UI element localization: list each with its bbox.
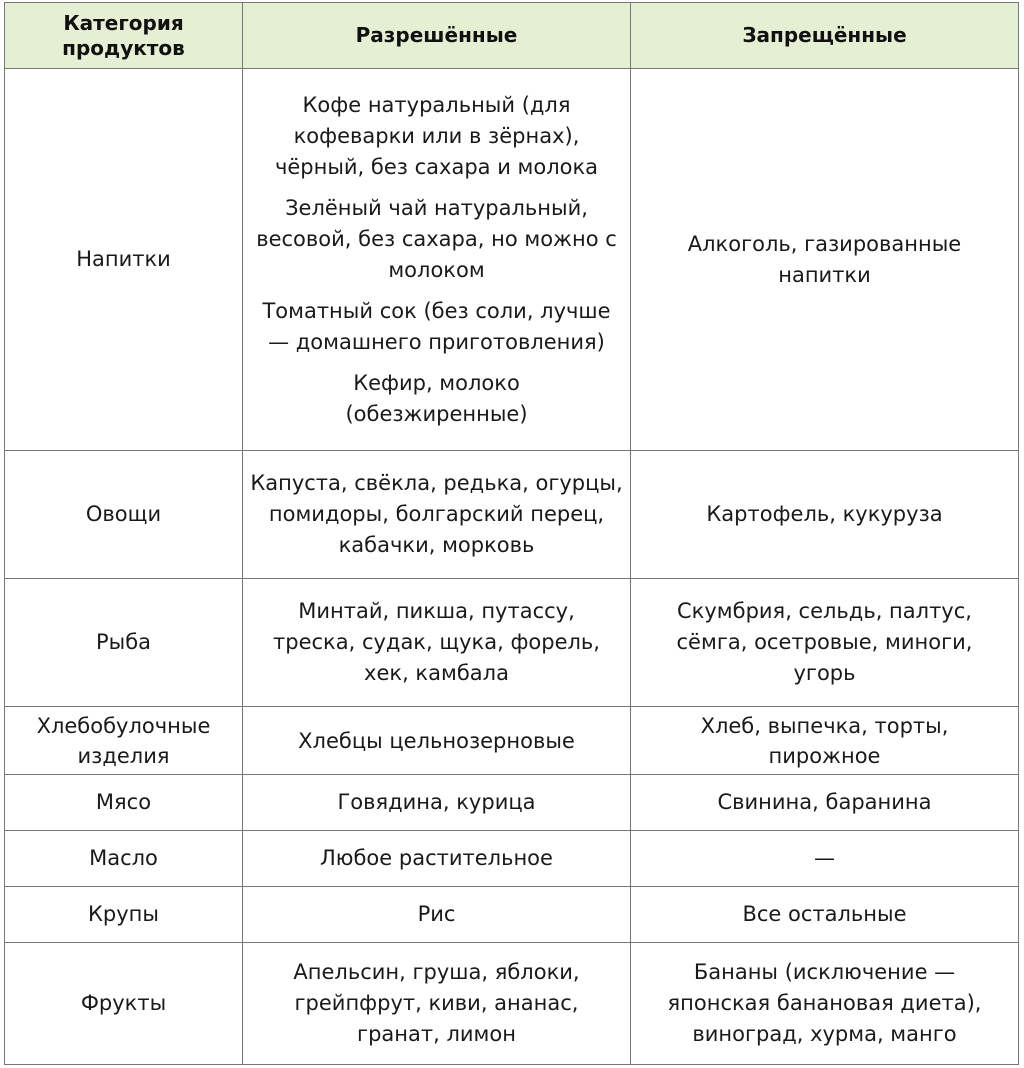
header-allowed [243, 3, 631, 69]
forbidden-text: Алкоголь, газированные напитки [687, 231, 962, 287]
table-row [5, 451, 1019, 579]
category-label: Хлебобулочные изделия [36, 713, 211, 768]
category-cell [5, 775, 243, 831]
allowed-cell [243, 775, 631, 831]
allowed-cell [243, 69, 631, 451]
allowed-item: Рис [417, 902, 456, 926]
forbidden-text: Скумбрия, сельдь, палтус, сёмга, осетровые, миноги, угорь [676, 599, 973, 685]
allowed-item: Минтай, пикша, путассу, треска, судак, щука, форель, хек, камбала [273, 599, 600, 685]
table-row [5, 775, 1019, 831]
allowed-item: Капуста, свёкла, редька, огурцы, помидоры, болгарский перец, кабачки, морковь [250, 471, 623, 557]
forbidden-cell [631, 707, 1019, 775]
category-label: Крупы [88, 902, 159, 926]
category-cell [5, 451, 243, 579]
category-cell [5, 943, 243, 1065]
forbidden-text: Все остальные [742, 902, 907, 926]
header-forbidden-label: Запрещённые [742, 23, 907, 47]
category-label: Мясо [95, 790, 152, 814]
allowed-cell [243, 887, 631, 943]
forbidden-text: Бананы (исключение — японская банановая диета), виноград, хурма, манго [667, 960, 982, 1046]
category-cell [5, 69, 243, 451]
allowed-item: Томатный сок (без соли, лучше — домашнего приготовления) [262, 298, 611, 354]
allowed-cell [243, 579, 631, 707]
allowed-item: Кефир, молоко (обезжиренные) [345, 370, 528, 426]
header-row [5, 3, 1019, 69]
forbidden-cell [631, 775, 1019, 831]
category-label: Напитки [76, 247, 171, 271]
forbidden-text: Хлеб, выпечка, торты, пирожное [700, 713, 949, 768]
table-row [5, 887, 1019, 943]
category-label: Овощи [85, 502, 162, 526]
category-label: Рыба [95, 630, 152, 654]
category-cell [5, 579, 243, 707]
allowed-item: Апельсин, груша, яблоки, грейпфрут, киви, ананас, гранат, лимон [293, 960, 580, 1046]
table-row [5, 69, 1019, 451]
forbidden-cell [631, 887, 1019, 943]
forbidden-cell [631, 451, 1019, 579]
allowed-cell [243, 943, 631, 1065]
allowed-item: Зелёный чай натуральный, весовой, без сахара, но можно с молоком [256, 195, 617, 282]
table-row [5, 831, 1019, 887]
allowed-cell [243, 707, 631, 775]
category-label: Масло [89, 846, 158, 870]
allowed-item: Любое растительное [320, 846, 553, 870]
allowed-cell [243, 451, 631, 579]
header-category [5, 3, 243, 69]
category-cell [5, 887, 243, 943]
table-body [5, 69, 1019, 1065]
forbidden-cell [631, 943, 1019, 1065]
diet-products-table [4, 2, 1019, 1065]
category-label: Фрукты [80, 991, 167, 1015]
allowed-item: Хлебцы цельнозерновые [298, 728, 575, 753]
table-row [5, 707, 1019, 775]
forbidden-cell [631, 69, 1019, 451]
header-allowed-label: Разрешённые [355, 23, 518, 47]
allowed-item: Кофе натуральный (для кофеварки или в зёрнах), чёрный, без сахара и молока [274, 92, 599, 179]
forbidden-cell [631, 831, 1019, 887]
category-cell [5, 707, 243, 775]
forbidden-cell [631, 579, 1019, 707]
forbidden-text: — [814, 846, 835, 870]
table-row [5, 943, 1019, 1065]
allowed-item: Говядина, курица [337, 790, 536, 814]
forbidden-text: Картофель, кукуруза [706, 502, 943, 526]
header-category-label: Категория продуктов [62, 10, 185, 60]
diet-table-container [4, 2, 1018, 1065]
category-cell [5, 831, 243, 887]
header-forbidden [631, 3, 1019, 69]
forbidden-text: Свинина, баранина [717, 790, 932, 814]
table-header [5, 3, 1019, 69]
table-row [5, 579, 1019, 707]
allowed-cell [243, 831, 631, 887]
